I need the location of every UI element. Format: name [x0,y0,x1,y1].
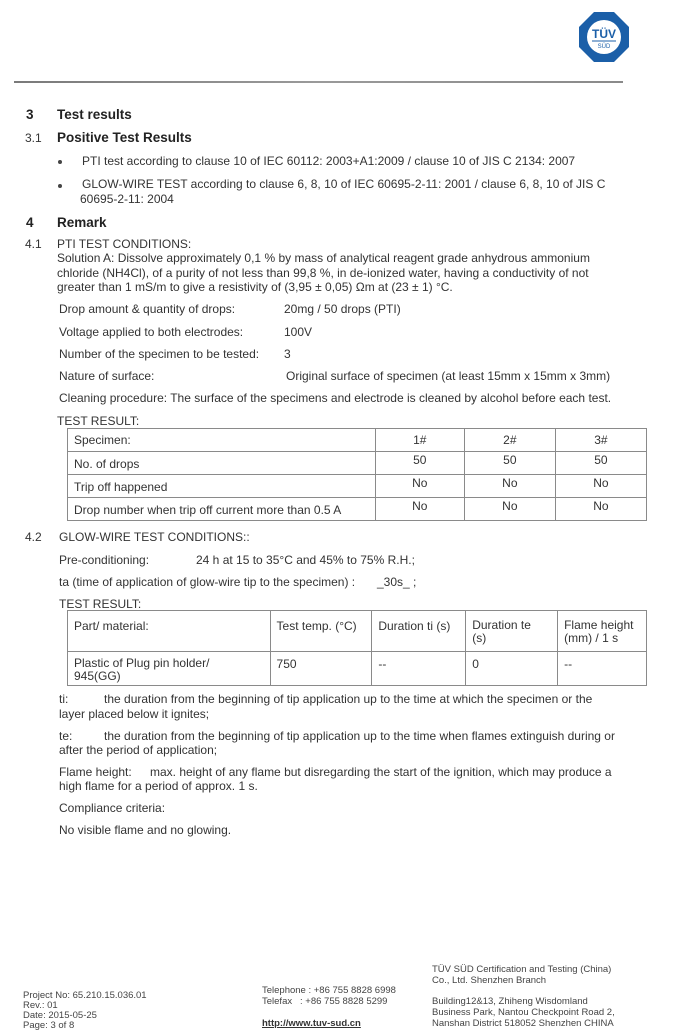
section-4-title: Remark [57,215,107,230]
definition-term-te: te: [59,729,73,743]
table-cell: 0 [466,652,558,686]
preconditioning-label: Pre-conditioning: [59,553,150,567]
footer-revision: Rev.: 01 [23,1000,58,1011]
definition-text-flame-height: max. height of any flame but disregarding the start of the ignition, which may produce a [150,765,612,779]
bullet-item-glow-wire-cont: 60695-2-11: 2004 [80,192,174,206]
table-header-cell: Test temp. (°C) [270,611,372,652]
footer-company-branch: Co., Ltd. Shenzhen Branch [432,975,547,986]
solution-text-line: chloride (NH4Cl), of a purity of not less than 99,8 %, in de-ionized water, having a conductivity of not [57,266,589,280]
footer-page: Page: 3 of 8 [23,1020,75,1031]
footer-date: Date: 2015-05-25 [23,1010,97,1021]
pti-test-result-label: TEST RESULT: [57,414,140,428]
svg-text:SÜD: SÜD [597,44,611,50]
param-label-surface: Nature of surface: [59,369,155,383]
footer-project-number: Project No: 65.210.15.036.01 [23,990,147,1001]
table-cell: 50 [555,452,646,475]
bullet-item-glow-wire: GLOW-WIRE TEST according to clause 6, 8, 10 of IEC 60695-2-11: 2001 / clause 6, 8, 10 of JIS C [82,177,606,191]
definition-text-ti: the duration from the beginning of tip application up to the time at which the specimen or the [104,692,593,706]
header-divider [14,81,623,83]
table-row [68,452,647,475]
footer-website-link[interactable]: http://www.tuv-sud.cn [262,1018,361,1029]
svg-text:TÜV: TÜV [592,27,616,41]
param-label-drop-amount: Drop amount & quantity of drops: [59,302,236,316]
definition-term-ti: ti: [59,692,69,706]
table-row [68,429,647,452]
footer-company-name: TÜV SÜD Certification and Testing (China) [432,964,612,975]
section-3-title: Test results [57,107,132,122]
param-value-surface: Original surface of specimen (at least 15mm x 15mm x 3mm) [286,369,611,383]
bullet-icon [58,160,62,164]
table-header-cell: Flame height (mm) / 1 s [558,611,647,652]
table-header-cell: Part/ material: [68,611,271,652]
param-value-drop-amount: 20mg / 50 drops (PTI) [284,302,401,316]
solution-text-line: Solution A: Dissolve approximately 0,1 % by mass of analytical reagent grade anhydrous ammonium [57,251,590,265]
table-cell: Trip off happened [68,475,376,498]
table-cell: 1# [375,429,464,452]
table-cell: -- [372,652,466,686]
definition-text-te-cont: after the period of application; [59,743,218,757]
table-cell: No [375,475,464,498]
param-label-specimen-count: Number of the specimen to be tested: [59,347,260,361]
table-cell: 750 [270,652,372,686]
bullet-icon [58,184,62,188]
pti-conditions-title: PTI TEST CONDITIONS: [57,237,192,251]
table-cell: No. of drops [68,452,376,475]
section-3-1-title: Positive Test Results [57,130,192,145]
section-3-1-number: 3.1 [25,131,42,145]
table-cell: No [464,475,555,498]
glow-wire-conditions-title: GLOW-WIRE TEST CONDITIONS:: [59,530,250,544]
compliance-criteria-value: No visible flame and no glowing. [59,823,232,837]
table-cell: 50 [375,452,464,475]
definition-text-ti-cont: layer placed below it ignites; [59,707,210,721]
footer-address-line: Nanshan District 518052 Shenzhen CHINA [432,1018,614,1029]
ta-value: _30s_ ; [377,575,417,589]
table-cell: 3# [555,429,646,452]
bullet-item-pti: PTI test according to clause 10 of IEC 60112: 2003+A1:2009 / clause 10 of JIS C 2134: 2007 [82,154,576,168]
footer-telefax: Telefax : +86 755 8828 5299 [262,996,388,1007]
section-4-1-number: 4.1 [25,237,42,251]
table-row [68,498,647,521]
preconditioning-value: 24 h at 15 to 35°C and 45% to 75% R.H.; [196,553,415,567]
table-header-row [68,611,647,652]
footer-telephone: Telephone : +86 755 8828 6998 [262,985,396,996]
definition-term-flame-height: Flame height: [59,765,132,779]
section-3-number: 3 [26,107,34,122]
table-cell: -- [558,652,647,686]
ta-label: ta (time of application of glow-wire tip to the specimen) : [59,575,356,589]
compliance-criteria-label: Compliance criteria: [59,801,166,815]
definition-text-flame-height-cont: high flame for a period of approx. 1 s. [59,779,258,793]
definition-text-te: the duration from the beginning of tip application up to the time when flames extinguish during or [104,729,615,743]
solution-text-line: greater than 1 mS/m to give a resistivity of (3,95 ± 0,05) Ωm at (23 ± 1) °C. [57,280,453,294]
cleaning-procedure: Cleaning procedure: The surface of the specimens and electrode is cleaned by alcohol before each test. [59,391,612,405]
param-value-voltage: 100V [284,325,313,339]
table-cell: No [375,498,464,521]
table-cell: No [464,498,555,521]
table-cell: No [555,498,646,521]
table-header-cell: Duration ti (s) [372,611,466,652]
tuv-sud-logo [578,11,630,63]
glow-wire-result-table [67,610,647,686]
table-cell: Plastic of Plug pin holder/ 945(GG) [68,652,271,686]
table-cell: Specimen: [68,429,376,452]
table-header-cell: Duration te (s) [466,611,558,652]
table-row [68,652,647,686]
table-cell: No [555,475,646,498]
pti-result-table [67,428,647,521]
table-cell: 50 [464,452,555,475]
section-4-number: 4 [26,215,34,230]
table-cell: 2# [464,429,555,452]
glow-test-result-label: TEST RESULT: [59,597,142,611]
table-row [68,475,647,498]
footer-address-line: Business Park, Nantou Checkpoint Road 2, [432,1007,615,1018]
table-cell: Drop number when trip off current more than 0.5 A [68,498,376,521]
param-label-voltage: Voltage applied to both electrodes: [59,325,244,339]
section-4-2-number: 4.2 [25,530,42,544]
footer-address-line: Building12&13, Zhiheng Wisdomland [432,996,588,1007]
tuv-octagon-icon [578,11,630,63]
param-value-specimen-count: 3 [284,347,291,361]
